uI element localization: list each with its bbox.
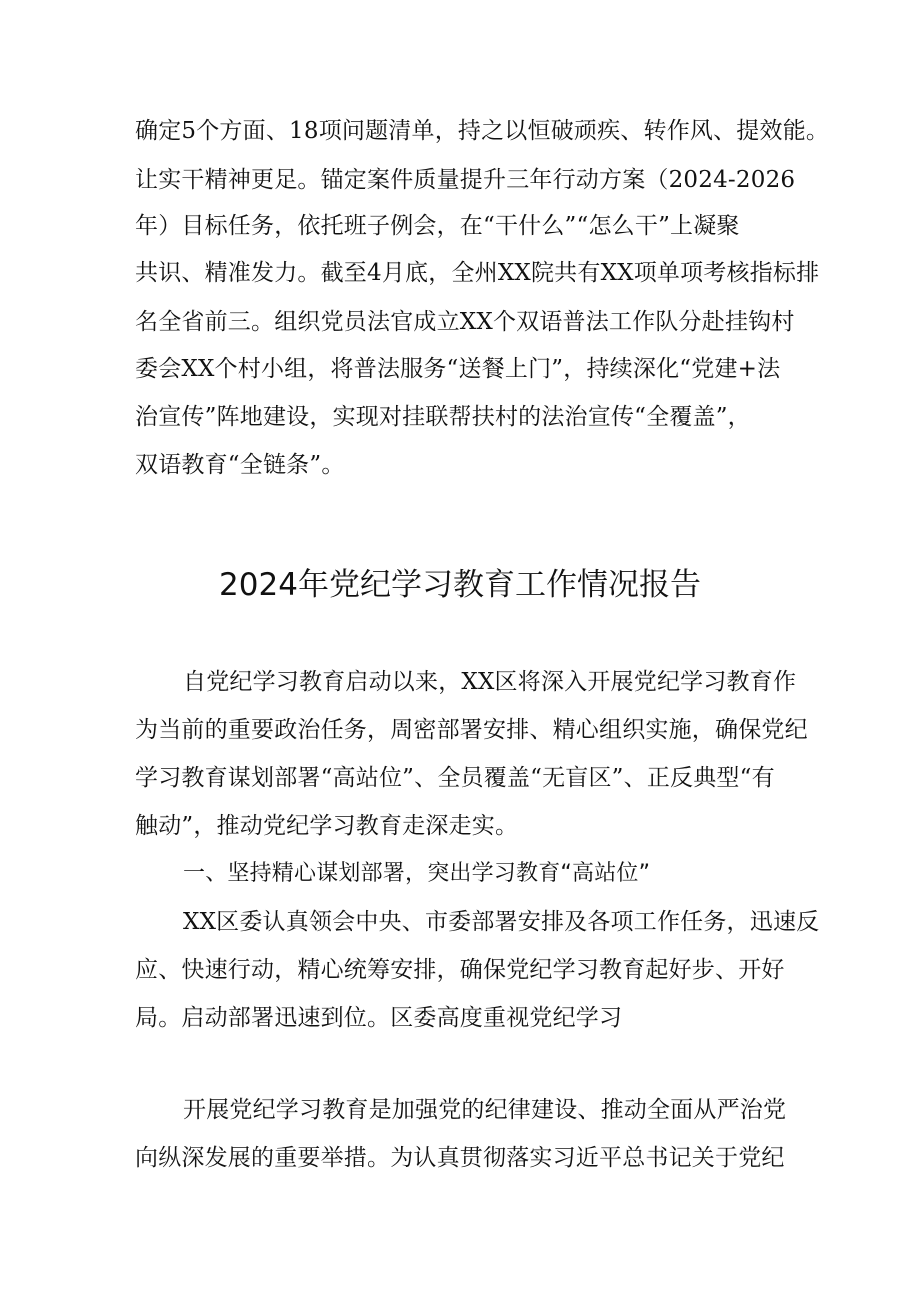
paragraph-line: 名全省前三。组织党员法官成立XX个双语普法工作队分赴挂钩村: [135, 309, 795, 335]
section-body-line: 局。启动部署迅速到位。区委高度重视党纪学习: [135, 1005, 623, 1031]
closing-line: 开展党纪学习教育是加强党的纪律建设、推动全面从严治党: [183, 1097, 787, 1123]
report-title: 2024年党纪学习教育工作情况报告: [219, 567, 701, 603]
paragraph-line: 让实干精神更足。锚定案件质量提升三年行动方案（2024-2026: [135, 167, 796, 193]
paragraph-line: 年）目标任务，依托班子例会，在“干什么”“怎么干”上凝聚: [135, 213, 740, 239]
section-body-line: 应、快速行动，精心统筹安排，确保党纪学习教育起好步、开好: [135, 957, 785, 983]
intro-line: 学习教育谋划部署“高站位”、全员覆盖“无盲区”、正反典型“有: [135, 765, 775, 791]
section-body-line: XX区委认真领会中央、市委部署安排及各项工作任务，迅速反: [183, 909, 820, 935]
paragraph-line: 确定5个方面、18项问题清单，持之以恒破顽疾、转作风、提效能。: [135, 118, 830, 144]
section-heading: 一、坚持精心谋划部署，突出学习教育“高站位”: [183, 861, 651, 886]
paragraph-line: 共识、精准发力。截至4月底，全州XX院共有XX项单项考核指标排: [135, 260, 820, 286]
intro-line: 为当前的重要政治任务，周密部署安排、精心组织实施，确保党纪: [135, 717, 808, 743]
intro-line: 触动”，推动党纪学习教育走深走实。: [135, 813, 519, 839]
paragraph-line: 治宣传”阵地建设，实现对挂联帮扶村的法治宣传“全覆盖”，: [135, 404, 751, 430]
paragraph-line: 双语教育“全链条”。: [135, 452, 345, 478]
paragraph-line: 委会XX个村小组，将普法服务“送餐上门”，持续深化“党建+法: [135, 356, 781, 382]
closing-line: 向纵深发展的重要举措。为认真贯彻落实习近平总书记关于党纪: [135, 1145, 785, 1171]
intro-line: 自党纪学习教育启动以来，XX区将深入开展党纪学习教育作: [183, 669, 797, 695]
